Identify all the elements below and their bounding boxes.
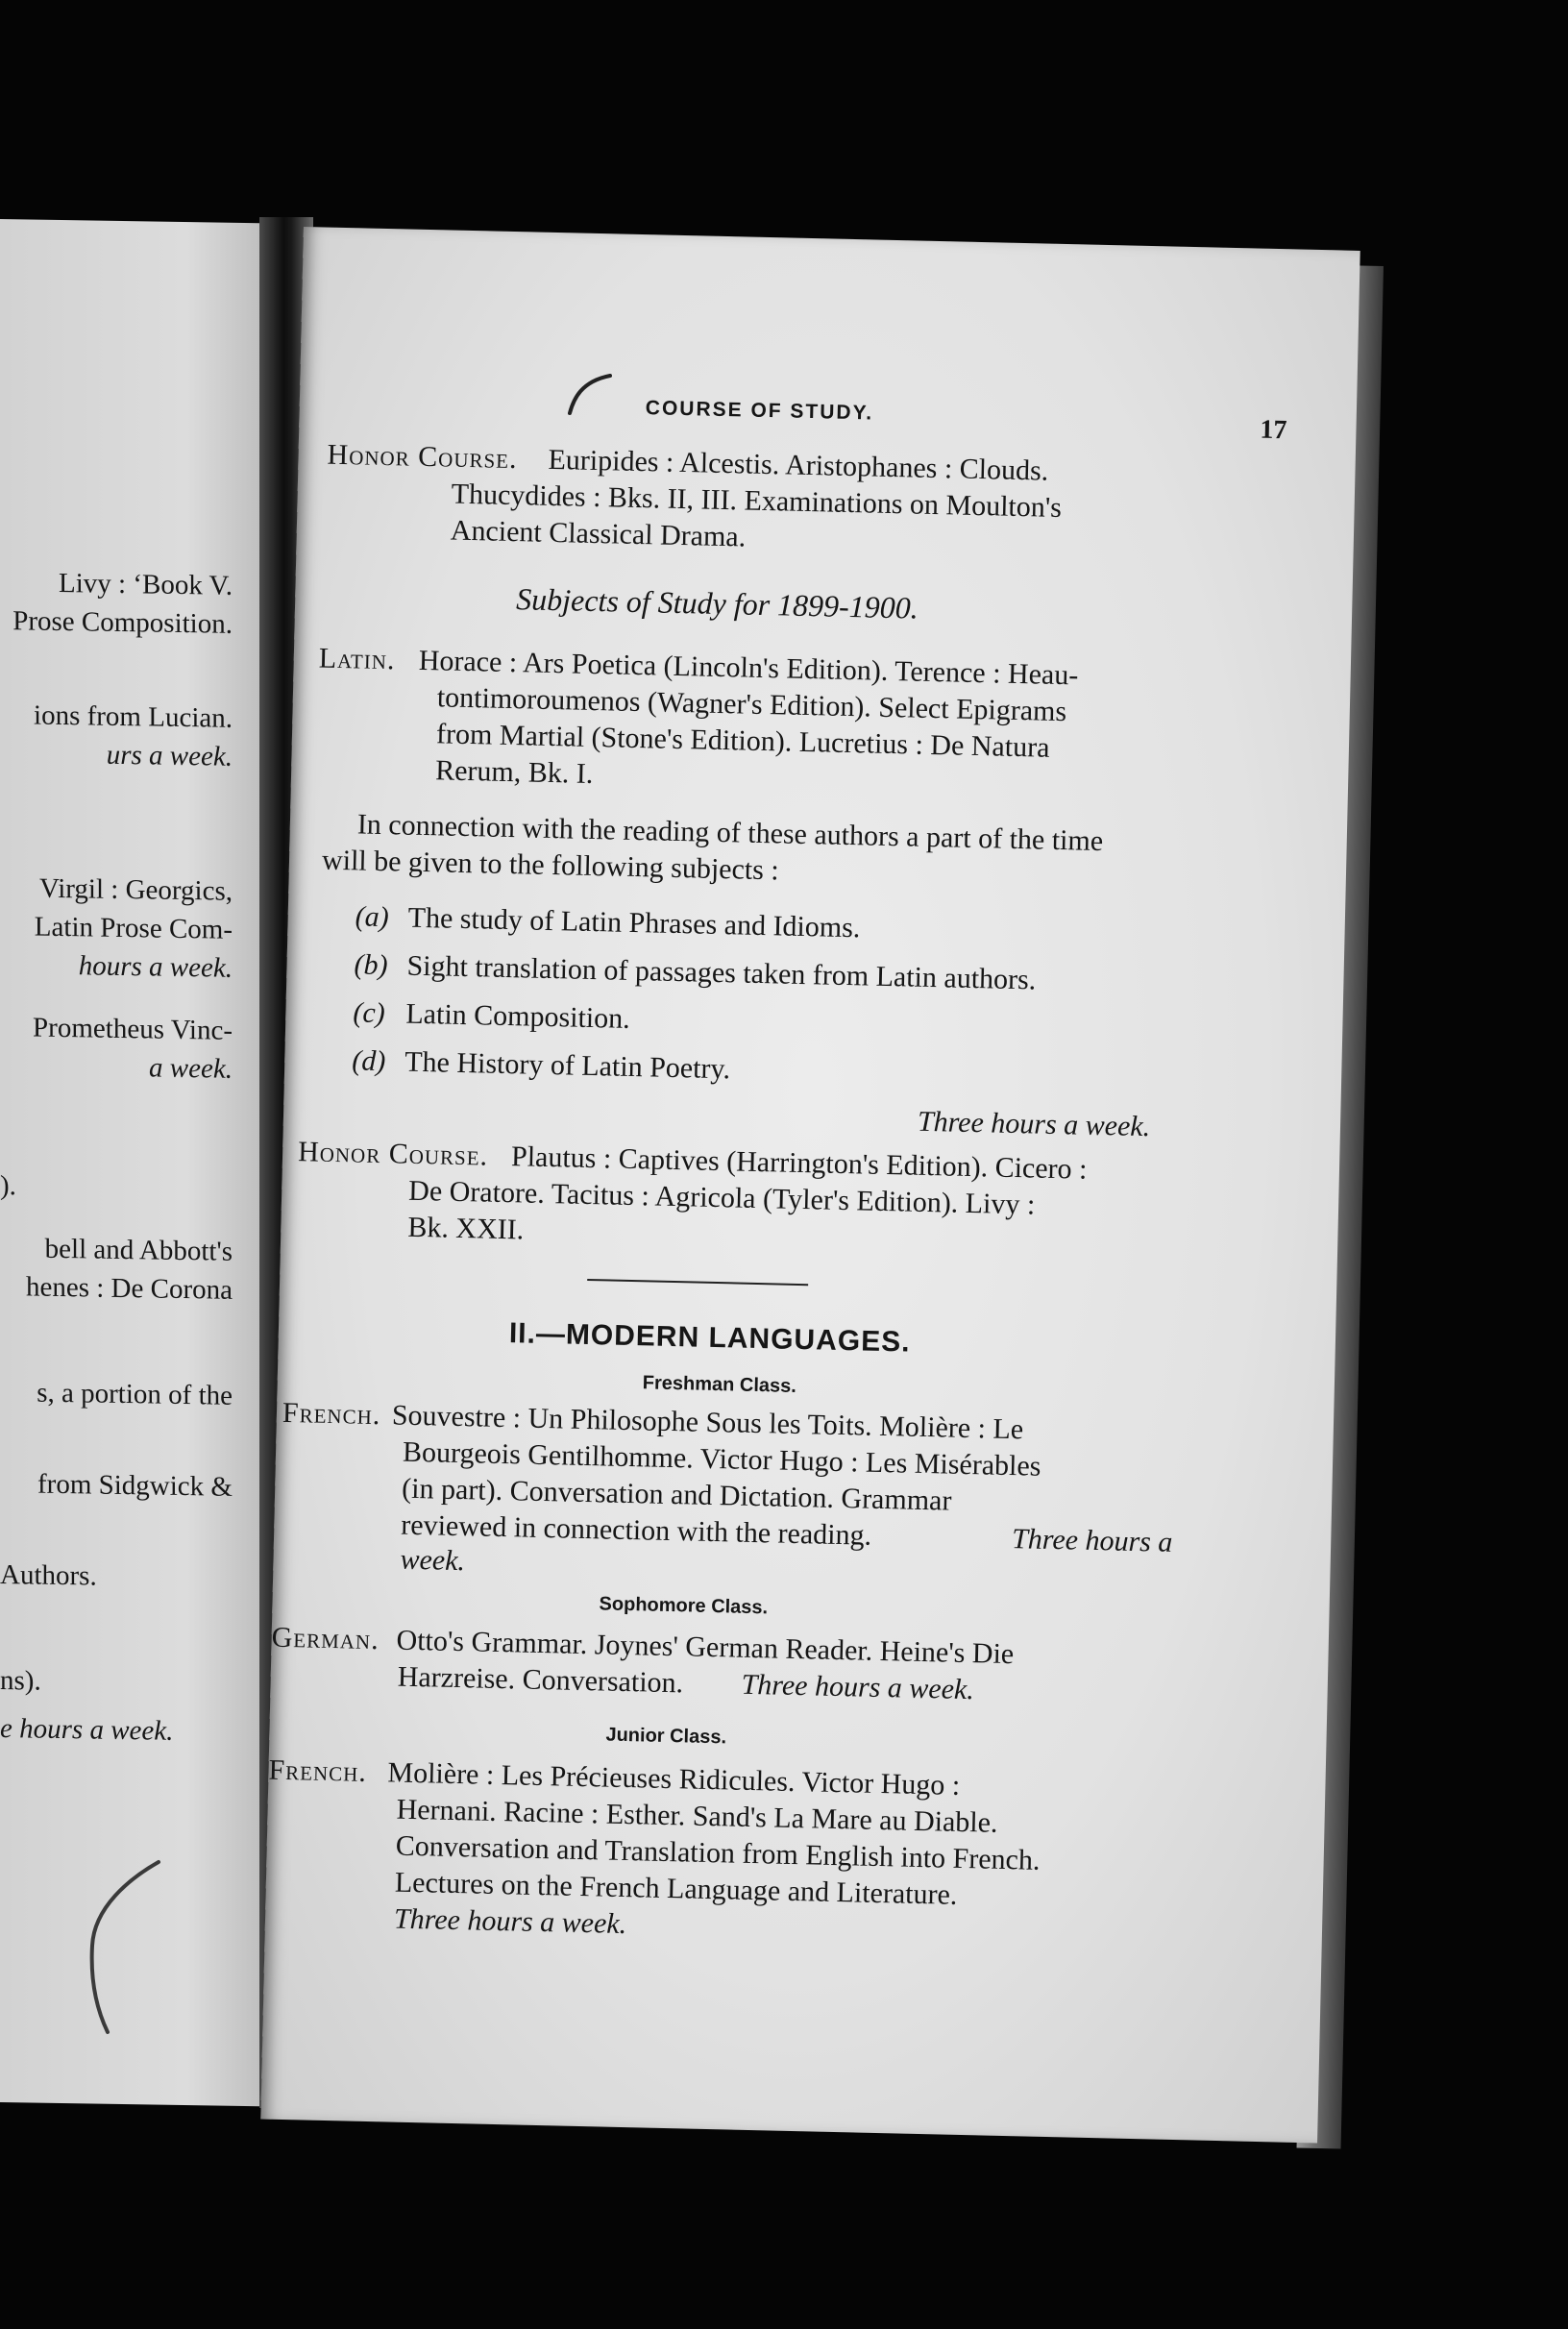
- course-line: Hernani. Racine : Esther. Sand's La Mare au Diable.: [396, 1793, 998, 1839]
- honor-course-line: Ancient Classical Drama.: [450, 514, 747, 553]
- language-label: French.: [282, 1396, 381, 1432]
- hours-note: Three hours a week.: [393, 1902, 627, 1941]
- course-line: (in part). Conversation and Dictation. Grammar: [401, 1472, 952, 1517]
- left-page-line: ).: [0, 1170, 16, 1202]
- list-marker: (b): [354, 948, 388, 982]
- connection-paragraph-line: will be given to the following subjects :: [321, 844, 780, 887]
- course-line: Otto's Grammar. Joynes' German Reader. Heine's Die: [396, 1624, 1015, 1671]
- list-item: The study of Latin Phrases and Idioms.: [407, 901, 861, 944]
- hours-note: Three hours a: [1011, 1523, 1173, 1558]
- running-title: COURSE OF STUDY.: [645, 397, 874, 425]
- subjects-heading: Subjects of Study for 1899-1900.: [515, 581, 919, 625]
- language-label: German.: [271, 1621, 380, 1656]
- list-item: The History of Latin Poetry.: [404, 1045, 731, 1086]
- honor-course-line: Plautus : Captives (Harrington's Edition). Cicero :: [510, 1140, 1088, 1186]
- course-line: Molière : Les Précieuses Ridicules. Victor Hugo :: [387, 1756, 961, 1802]
- left-page-line: ns).: [0, 1665, 41, 1697]
- course-line: reviewed in connection with the reading.: [400, 1508, 872, 1552]
- course-line: Conversation and Translation from English into French.: [395, 1829, 1041, 1876]
- honor-course-line: Thucydides : Bks. II, III. Examinations on Moulton's: [451, 478, 1063, 524]
- section-divider: [587, 1279, 808, 1286]
- list-marker: (c): [353, 996, 386, 1030]
- left-page-line: Livy : ‘Book V.: [58, 567, 233, 601]
- list-marker: (d): [351, 1044, 386, 1078]
- language-label: French.: [268, 1753, 368, 1788]
- left-page-line: Prose Composition.: [12, 605, 233, 640]
- latin-line: Horace : Ars Poetica (Lincoln's Edition). Terence : Heau-: [418, 644, 1079, 692]
- class-heading: Freshman Class.: [642, 1372, 797, 1397]
- latin-line: from Martial (Stone's Edition). Lucretius : De Natura: [435, 718, 1050, 764]
- class-heading: Junior Class.: [605, 1724, 727, 1749]
- page-number: 17: [1260, 414, 1287, 446]
- honor-course-label: Honor Course.: [297, 1136, 489, 1172]
- honor-course-line: De Oratore. Tacitus : Agricola (Tyler's Edition). Livy :: [407, 1174, 1036, 1221]
- course-line: Lectures on the French Language and Literature.: [394, 1866, 958, 1911]
- left-page-line: Authors.: [0, 1559, 97, 1592]
- section-heading: II.—MODERN LANGUAGES.: [508, 1317, 911, 1359]
- list-item: Latin Composition.: [405, 997, 631, 1035]
- left-page-line: ions from Lucian.: [34, 699, 233, 734]
- left-page-line: henes : De Corona: [25, 1271, 233, 1306]
- left-page-line: hours a week.: [78, 950, 233, 984]
- connection-paragraph-line: In connection with the reading of these authors a part of the time: [356, 808, 1104, 858]
- course-line: Harzreise. Conversation.: [397, 1660, 684, 1700]
- left-page-line: Prometheus Vinc-: [33, 1012, 233, 1046]
- left-page-line: s, a portion of the: [37, 1377, 233, 1411]
- left-page-line: bell and Abbott's: [44, 1233, 233, 1267]
- left-page-fragment: [0, 219, 267, 2106]
- book-page: [260, 227, 1360, 2143]
- left-page-line: Virgil : Georgics,: [39, 872, 233, 907]
- hours-note: week.: [400, 1543, 466, 1578]
- list-marker: (a): [355, 900, 390, 934]
- course-line: Souvestre : Un Philosophe Sous les Toits. Molière : Le: [391, 1399, 1024, 1446]
- honor-course-label: Honor Course.: [327, 438, 518, 476]
- latin-line: tontimoroumenos (Wagner's Edition). Select Epigrams: [436, 681, 1067, 728]
- latin-label: Latin.: [318, 642, 396, 676]
- latin-line: Rerum, Bk. I.: [434, 754, 594, 790]
- list-item: Sight translation of passages taken from Latin authors.: [406, 949, 1037, 996]
- honor-course-line: Bk. XXII.: [407, 1211, 525, 1246]
- left-page-line: a week.: [149, 1052, 233, 1085]
- class-heading: Sophomore Class.: [599, 1593, 769, 1619]
- left-page-line: e hours a week.: [0, 1713, 174, 1747]
- hours-note: Three hours a week.: [741, 1668, 975, 1706]
- left-page-line: from Sidgwick &: [37, 1468, 233, 1503]
- pencil-bracket-mark: [77, 1854, 173, 2047]
- left-page-line: urs a week.: [106, 739, 233, 772]
- pencil-tick-mark: [562, 370, 620, 418]
- left-page-line: Latin Prose Com-: [34, 911, 233, 945]
- course-line: Bourgeois Gentilhomme. Victor Hugo : Les Misérables: [402, 1435, 1041, 1483]
- honor-course-line: Euripides : Alcestis. Aristophanes : Clouds.: [548, 443, 1049, 487]
- hours-note: Three hours a week.: [917, 1105, 1151, 1143]
